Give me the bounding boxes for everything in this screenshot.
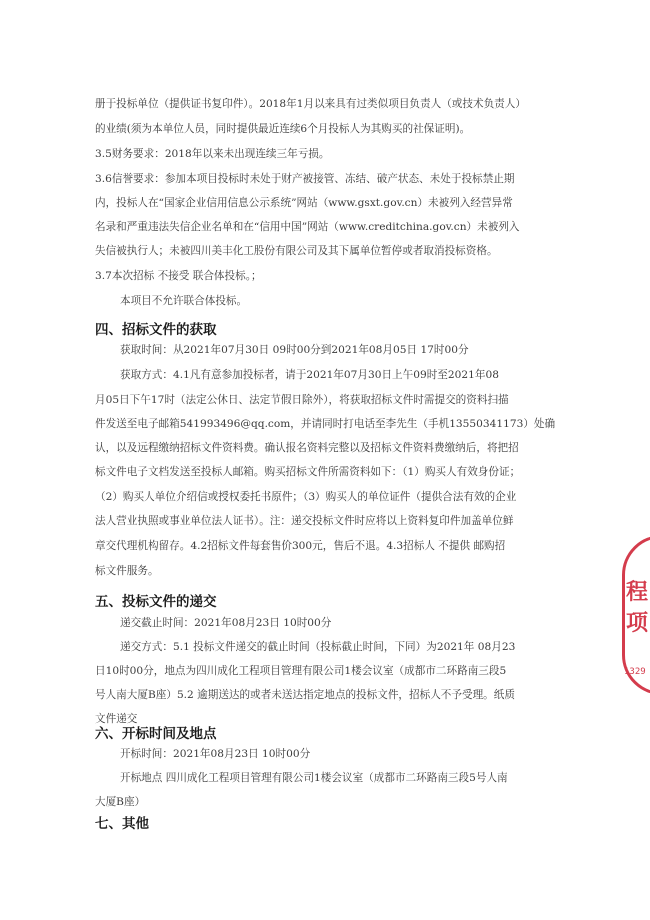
seal-text: 程项 <box>626 579 649 636</box>
text-line: 3.6信誉要求：参加本项目投标时未处于财产被接管、冻结、破产状态、未处于投标禁止期 <box>95 173 515 185</box>
text-line: 递交方式：5.1 投标文件递交的截止时间（投标截止时间，下同）为2021年 08月23 <box>120 641 516 653</box>
red-seal-stamp <box>622 535 650 695</box>
section-heading-7: 七、其他 <box>95 816 149 832</box>
section-heading-6: 六、开标时间及地点 <box>95 726 217 742</box>
text-line: 获取方式：4.1凡有意参加投标者，请于2021年07月30日上午09时至2021年08 <box>120 369 499 381</box>
text-line: 开标时间：2021年08月23日 10时00分 <box>120 748 311 760</box>
text-line: 名录和严重违法失信企业名单和在“信用中国”网站（www.creditchina.gov.cn）未被列入 <box>95 221 520 233</box>
text-line: 章交代理机构留存。4.2招标文件每套售价300元，售后不退。4.3招标人 不提供 邮购招 <box>95 540 506 552</box>
text-line: 号人南大厦B座）5.2 逾期送达的或者未送达指定地点的投标文件，招标人不予受理。纸质 <box>95 689 515 701</box>
text-line: 递交截止时间：2021年08月23日 10时00分 <box>120 617 332 629</box>
text-line: 标文件电子文档发送至投标人邮箱。购买招标文件所需资料如下：（1）购买人有效身份证； <box>95 466 521 478</box>
text-line: 失信被执行人；未被四川美丰化工股份有限公司及其下属单位暂停或者取消投标资格。 <box>95 245 498 257</box>
text-line: 获取时间：从2021年07月30日 09时00分到2021年08月05日 17时00分 <box>120 344 469 356</box>
text-line: 标文件服务。 <box>95 565 159 577</box>
seal-number: 1329 <box>624 667 646 677</box>
text-line: 法人营业执照或事业单位法人证书）。注：递交投标文件时应将以上资料复印件加盖单位鲜 <box>95 515 514 527</box>
section-heading-5: 五、投标文件的递交 <box>95 594 217 610</box>
text-line: 开标地点 四川成化工程项目管理有限公司1楼会议室（成都市二环路南三段5号人南 <box>120 772 508 784</box>
text-line: 文件递交 <box>95 713 138 725</box>
text-line: 日10时00分，地点为四川成化工程项目管理有限公司1楼会议室（成都市二环路南三段5 <box>95 665 507 677</box>
text-line: 的业绩(须为本单位人员，同时提供最近连续6个月投标人为其购买的社保证明)。 <box>95 123 471 135</box>
text-line: 认，以及远程缴纳招标文件资料费。确认报名资料完整以及招标文件资料费缴纳后，将把招 <box>95 442 519 454</box>
text-line: （2）购买人单位介绍信或授权委托书原件；（3）购买人的单位证件（提供合法有效的企业 <box>95 491 517 503</box>
text-line: 件发送至电子邮箱541993496@qq.com，并请同时打电话至李先生（手机13550341173）处确 <box>95 418 556 430</box>
text-line: 内，投标人在“国家企业信用信息公示系统”网站（www.gsxt.gov.cn）未被列入经营异常 <box>95 197 513 209</box>
text-line: 月05日下午17时（法定公休日、法定节假日除外），将获取招标文件时需提交的资料扫描 <box>95 394 509 406</box>
text-line: 大厦B座） <box>95 796 146 808</box>
text-line: 3.5财务要求：2018年以来未出现连续三年亏损。 <box>95 148 330 160</box>
text-line: 3.7本次招标 不接受 联合体投标。； <box>95 270 262 282</box>
text-line: 册于投标单位（提供证书复印件）。2018年1月以来具有过类似项目负责人（或技术负责人） <box>95 98 526 110</box>
section-heading-4: 四、招标文件的获取 <box>95 322 217 338</box>
text-line: 本项目不允许联合体投标。 <box>120 295 248 307</box>
